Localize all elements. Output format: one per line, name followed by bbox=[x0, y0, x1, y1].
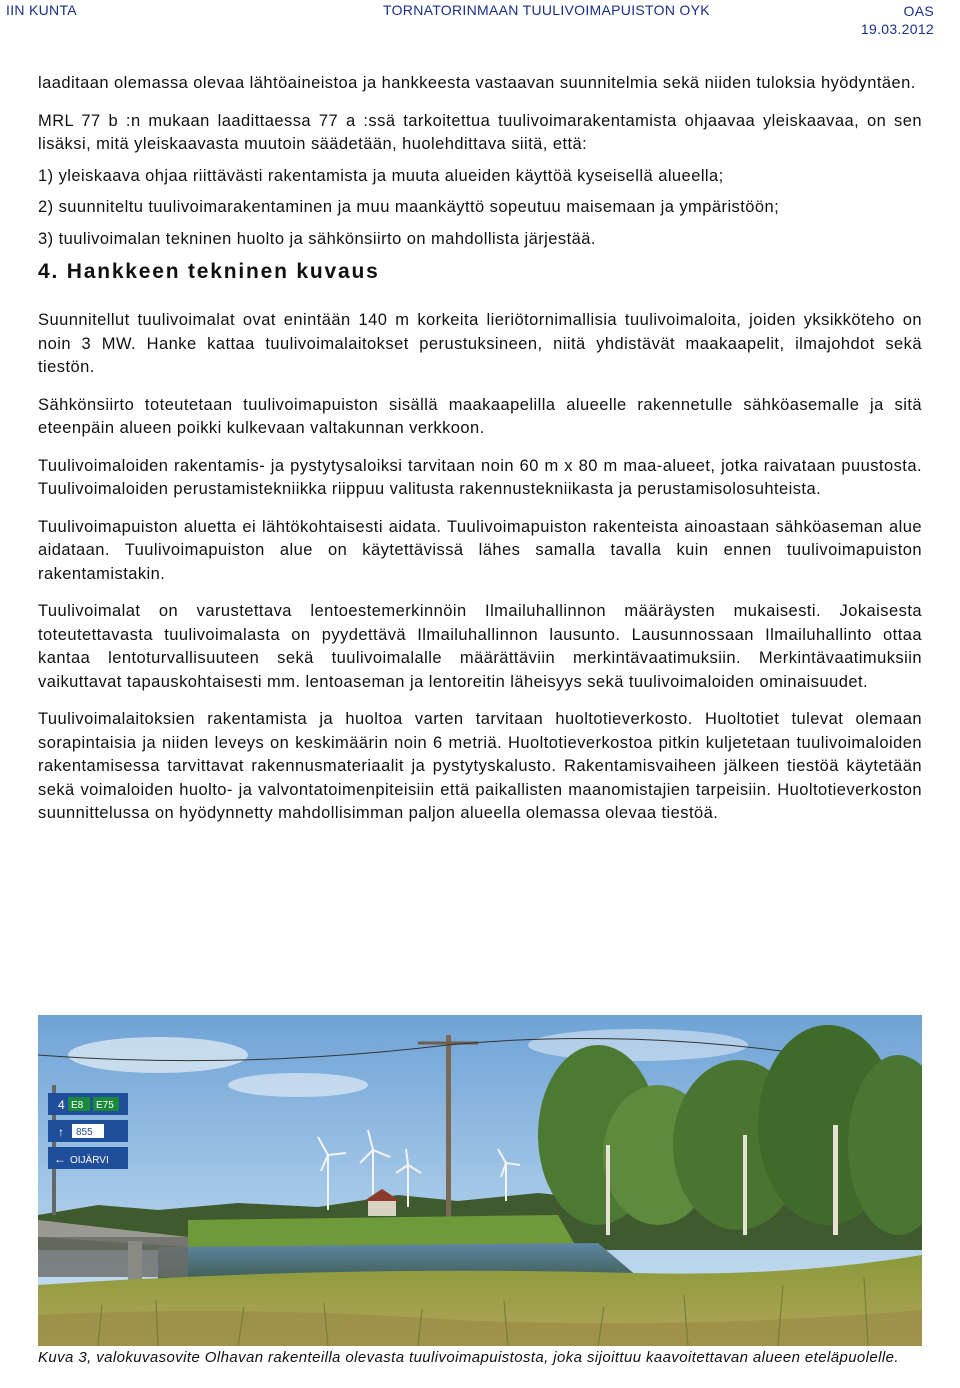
header-doc-info bbox=[861, 2, 934, 38]
cloud bbox=[528, 1029, 748, 1061]
road-sign-label: E8 bbox=[71, 1100, 84, 1111]
paragraph-fencing: Tuulivoimapuiston aluetta ei lähtökohtaisesti aidata. Tuulivoimapuiston rakenteista ainoastaan sähköaseman alue aidataan. Tuulivoimapuiston alue on käytettävissä lähes samalla tavalla kuin ennen tuulivoimapuiston rakentamistakin. bbox=[38, 517, 922, 583]
road-sign-label: E75 bbox=[96, 1100, 114, 1111]
list-item-2: 2) suunniteltu tuulivoimarakentaminen ja muu maankäyttö sopeutuu maisemaan ja ympäristöön; bbox=[38, 198, 780, 216]
landscape-photo bbox=[38, 1015, 922, 1346]
header-date: 19.03.2012 bbox=[860, 21, 934, 37]
cloud bbox=[68, 1037, 248, 1073]
header-municipality: IIN KUNTA bbox=[6, 2, 77, 18]
header-project-title: TORNATORINMAAN TUULIVOIMAPUISTON OYK bbox=[383, 2, 710, 18]
list-item-3: 3) tuulivoimalan tekninen huolto ja sähkönsiirto on mahdollista järjestää. bbox=[38, 229, 596, 248]
cloud bbox=[228, 1073, 368, 1097]
paragraph-aviation: Tuulivoimalat on varustettava lentoestemerkinnöin Ilmailuhallinnon määräysten mukaisesti. Jokaisesta toteutettavasta tuulivoimalasta on pyydettävä Ilmailuhallinnon lausunto. Lausunnossaan Ilmailuhallinto ottaa kantaa lentoturvallisuuteen sekä tuulivoimalalle määrättäviin merkintävaatimuksiin. Merkintävaatimuksiin vaikuttavat tapauskohtaisesti mm. lentoaseman ja lentoreitin läheisyys sekä tuulivoimaloiden ominaisuudet. bbox=[38, 602, 922, 691]
header-doc-type: OAS bbox=[903, 3, 934, 19]
paragraph-technical: Suunnitellut tuulivoimalat ovat enintään 140 m korkeita lieriötornimallisia tuulivoimaloita, joiden yksikköteho on noin 3 MW. Hanke kattaa tuulivoimalaitokset perustuksineen, niitä yhdistävät maakaapelit, ilmajohdot sekä tiestön. bbox=[38, 311, 922, 376]
svg-text:←: ← bbox=[54, 1152, 66, 1166]
utility-pole bbox=[446, 1035, 451, 1235]
photo-caption: Kuva 3, valokuvasovite Olhavan rakenteilla olevasta tuulivoimapuistosta, joka sijoittuu kaavoitettavan alueen eteläpuolelle. bbox=[38, 1349, 899, 1366]
paragraph-intro: laaditaan olemassa olevaa lähtöaineistoa ja hankkeesta vastaavan suunnitelmia sekä niiden tuloksia hyödyntäen. bbox=[38, 74, 916, 92]
page-header bbox=[0, 0, 960, 48]
road-sign-label: 855 bbox=[76, 1127, 93, 1138]
paragraph-power-transmission: Sähkönsiirto toteutetaan tuulivoimapuiston sisällä maakaapelilla alueelle rakennetulle sähköasemalle ja sitä eteenpäin alueen poikki kulkevaan valtakunnan verkkoon. bbox=[38, 395, 922, 437]
photo-illustration bbox=[38, 1015, 922, 1346]
paragraph-mrl: MRL 77 b :n mukaan laadittaessa 77 a :ssä tarkoitettua tuulivoimarakentamista ohjaavaa yleiskaavaa, on sen lisäksi, mitä yleiskaavasta muutoin säädetään, huolehdittava siitä, että: bbox=[38, 111, 922, 153]
house bbox=[368, 1200, 396, 1216]
list-item-1: 1) yleiskaava ohjaa riittävästi rakentamista ja muuta alueiden käyttöä kyseisellä alueella; bbox=[38, 166, 724, 185]
paragraph-construction-areas: Tuulivoimaloiden rakentamis- ja pystytysaloiksi tarvitaan noin 60 m x 80 m maa-alueet, jotka raivataan puustosta. Tuulivoimaloiden perustamistekniikka riippuu valitusta rakennustekniikasta ja perustamisolosuhteista. bbox=[38, 456, 922, 498]
paragraph-maintenance-roads: Tuulivoimalaitoksien rakentamista ja huoltoa varten tarvitaan huoltotieverkosto. Huoltotiet tulevat olemaan sorapintaisia ja niiden leveys on keskimäärin noin 6 metriä. Huoltotieverkostoa pitkin kuljetetaan tuulivoimaloiden rakentamisessa tarvittavat rakennusmateriaalit ja pystytyskalusto. Rakentamisvaiheen jälkeen tiestöä käytetään sekä voimaloiden huolto- ja valvontatoimenpiteisiin että paikallisten maanomistajien tarpeisiin. Huoltotieverkoston suunnittelussa on hyödynnetty mahdollisimman paljon alueella olemassa olevaa tiestöä. bbox=[38, 710, 922, 822]
section-heading: 4. Hankkeen tekninen kuvaus bbox=[38, 260, 380, 283]
svg-text:↑: ↑ bbox=[58, 1125, 64, 1139]
road-sign-label: 4 bbox=[58, 1098, 65, 1112]
document-body bbox=[38, 72, 922, 840]
road-sign-label: OIJÄRVI bbox=[70, 1155, 109, 1166]
